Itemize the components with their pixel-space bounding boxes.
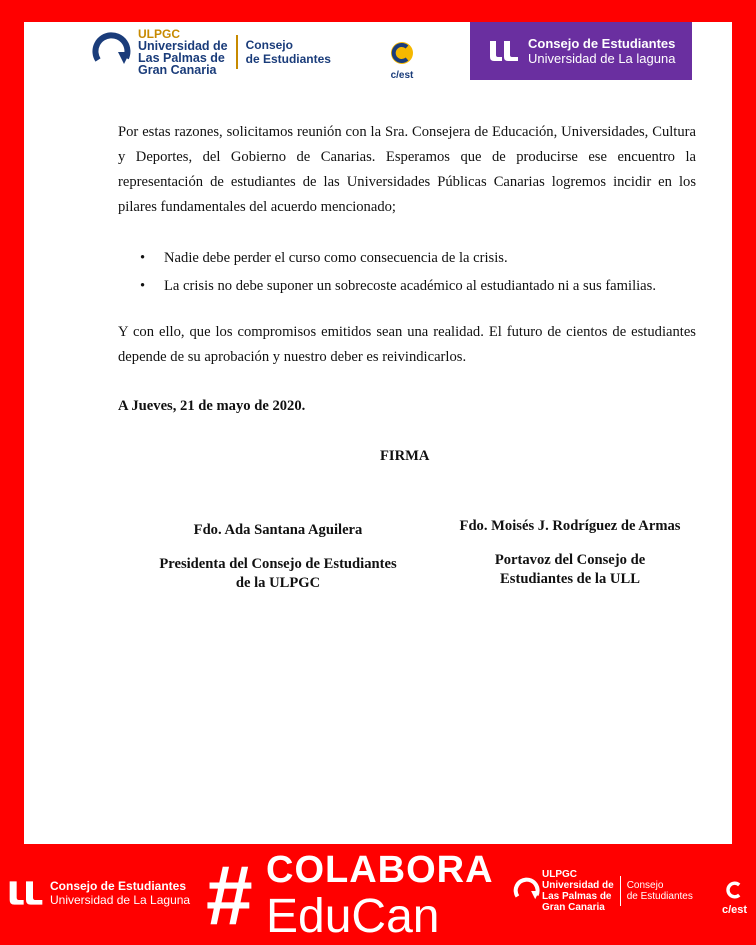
ull-header-logo <box>470 22 692 80</box>
footer-consejo-line: Consejo <box>626 880 664 891</box>
footer-ull-logo <box>6 879 190 907</box>
footer-banner <box>0 845 756 945</box>
ceest-emblem-icon <box>389 40 415 66</box>
campaign-title-educan: EduCan <box>266 890 440 943</box>
footer-ulpgc-logo <box>512 869 693 913</box>
bullet-icon: • <box>140 250 146 266</box>
signatory-role-line: Estudiantes de la ULL <box>500 571 640 587</box>
footer-ulpgc-line: ULPGC <box>542 869 577 880</box>
ulpgc-acronym: ULPGC <box>138 27 180 41</box>
list-item <box>140 272 700 300</box>
bullet-text: Nadie debe perder el curso como consecuencia de la crisis. <box>164 250 508 266</box>
campaign-title-colabora: COLABORA <box>266 849 494 891</box>
footer-ulpgc-line: Las Palmas de <box>542 891 612 902</box>
ulpgc-name-line: Las Palmas de <box>138 51 225 65</box>
footer-ulpgc-line: Gran Canaria <box>542 902 605 913</box>
signatory-role-line: Portavoz del Consejo de <box>494 552 646 568</box>
signature-block-left <box>150 522 406 593</box>
signatory-role-line: Presidenta del Consejo de Estudiantes <box>159 556 397 572</box>
footer-ull-wordmark <box>50 879 190 907</box>
ulpgc-divider <box>236 35 238 69</box>
footer-ull-line2: Universidad de La Laguna <box>50 893 191 907</box>
ulpgc-consejo-line: Consejo <box>245 38 293 52</box>
footer-consejo-label <box>627 880 693 902</box>
ull-emblem-icon <box>488 39 520 63</box>
footer-ulpgc-line: Universidad de <box>542 880 614 891</box>
signatory-name: Fdo. Ada Santana Aguilera <box>193 522 363 538</box>
ulpgc-header-logo <box>90 22 390 82</box>
signature-block-right <box>440 518 700 589</box>
ulpgc-name-line: Gran Canaria <box>138 63 217 77</box>
footer-ceest-wordmark: c/est <box>722 904 748 916</box>
list-item <box>140 244 700 272</box>
ull-wordmark <box>528 36 675 66</box>
footer-consejo-line: de Estudiantes <box>626 891 693 902</box>
ull-emblem-icon <box>6 879 46 907</box>
ulpgc-emblem-icon <box>512 876 542 906</box>
footer-ull-line1: Consejo de Estudiantes <box>50 879 187 893</box>
ulpgc-name-line: Universidad de <box>138 39 228 53</box>
bullet-text: La crisis no debe suponer un sobrecoste académico al estudiantado ni a sus familias. <box>164 278 656 294</box>
bullet-icon: • <box>140 278 146 294</box>
ceest-emblem-icon <box>724 879 746 901</box>
ulpgc-wordmark <box>138 28 228 76</box>
footer-ulpgc-wordmark <box>542 869 614 913</box>
ulpgc-consejo-label <box>246 38 331 66</box>
ulpgc-emblem-icon <box>90 30 134 74</box>
signatory-role-line: de la ULPGC <box>235 575 321 591</box>
ull-line2: Universidad de La laguna <box>528 51 676 66</box>
footer-ceest-logo <box>722 879 747 916</box>
ull-line1: Consejo de Estudiantes <box>528 36 676 51</box>
bullet-list <box>140 244 700 300</box>
paragraph-1: Por estas razones, solicitamos reunión con la Sra. Consejera de Educación, Universidades, Cultura y Deportes, del Gobierno de Canarias. Esperamos que de producirse ese encuentro la representación de estudiantes de las Universidades Públicas Canarias logremos incidir en los pilares fundamentales del acuerdo mencionado; <box>118 124 696 215</box>
document-date: A Jueves, 21 de mayo de 2020. <box>118 398 306 414</box>
paragraph-2: Y con ello, que los compromisos emitidos sean una realidad. El futuro de cientos de estudiantes depende de su aprobación y nuestro deber es reivindicarlos. <box>118 324 696 365</box>
firma-heading: FIRMA <box>380 448 430 464</box>
hashtag-symbol: # <box>206 848 253 942</box>
footer-ulpgc-divider <box>620 876 621 906</box>
ceest-wordmark: c/est <box>390 70 414 81</box>
signatory-name: Fdo. Moisés J. Rodríguez de Armas <box>459 518 681 534</box>
ceest-logo <box>384 40 420 80</box>
ulpgc-consejo-line: de Estudiantes <box>245 52 331 66</box>
